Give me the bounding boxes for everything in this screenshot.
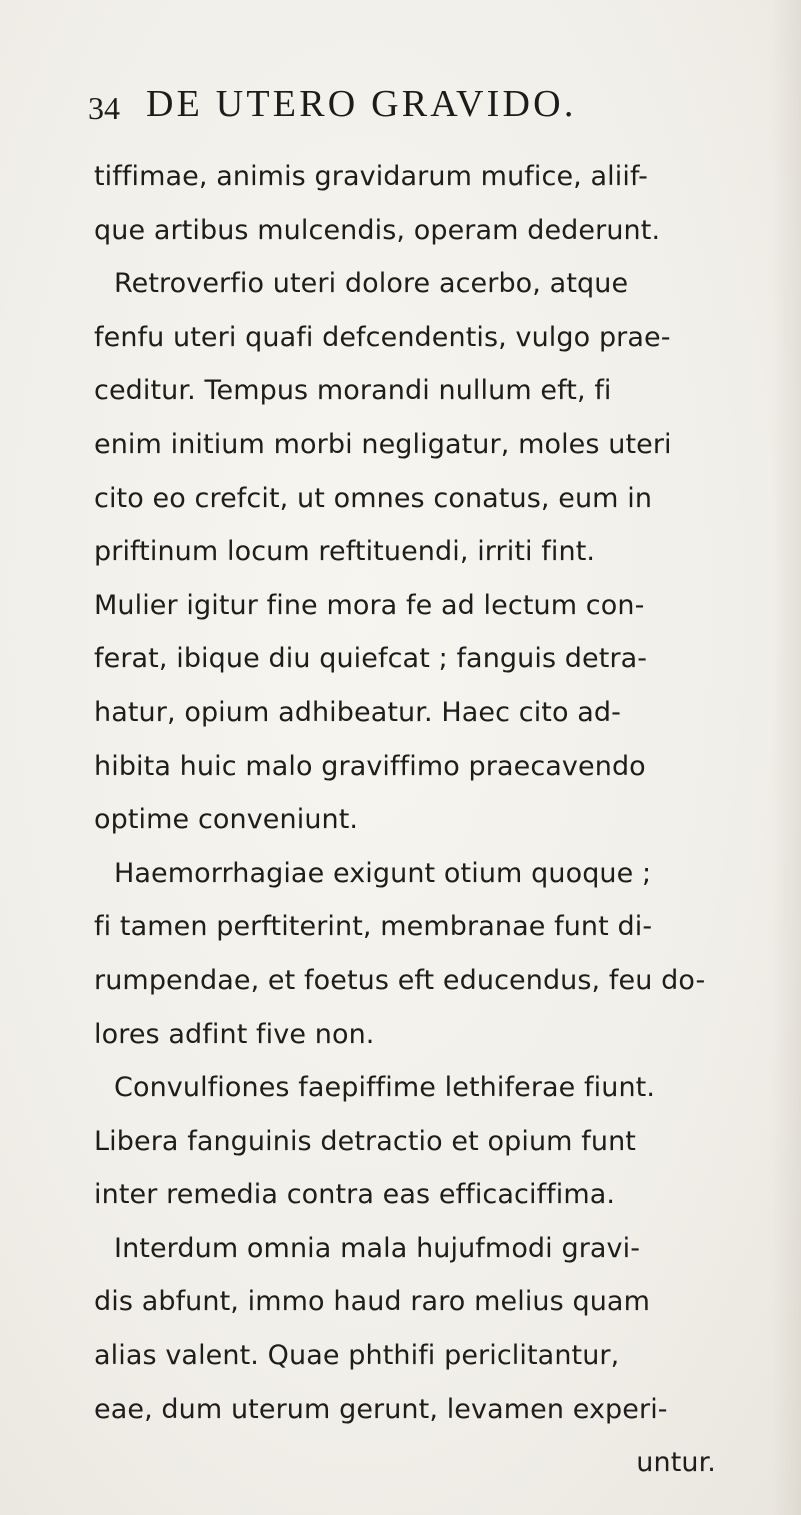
text-line: fenfu uteri quafi defcendentis, vulgo prae- — [94, 321, 671, 353]
text-line: inter remedia contra eas efficaciffima. — [94, 1179, 616, 1211]
text-line: cito eo crefcit, ut omnes conatus, eum in — [94, 482, 653, 514]
paragraph-start-line: Retroverfio uteri dolore acerbo, atque — [114, 268, 629, 300]
text-line: que artibus mulcendis, operam dederunt. — [94, 214, 661, 246]
text-line: Mulier igitur fine mora fe ad lectum con- — [94, 589, 645, 621]
running-title: DE UTERO GRAVIDO. — [146, 83, 577, 125]
text-line: hatur, opium adhibeatur. Haec cito ad- — [94, 696, 622, 728]
text-line: rumpendae, et foetus eft educendus, feu do- — [94, 964, 706, 996]
paragraph-start-line: Haemorrhagiae exigunt otium quoque ; — [114, 857, 652, 889]
text-line: tiffimae, animis gravidarum mufice, aliif- — [94, 161, 648, 192]
text-line: priftinum locum reftituendi, irriti fint. — [94, 536, 596, 568]
text-line: optime conveniunt. — [94, 804, 359, 836]
text-line: ferat, ibique diu quiefcat ; fanguis detra- — [94, 643, 648, 675]
text-line: alias valent. Quae phthifi periclitantur, — [94, 1340, 620, 1372]
text-line: eae, dum uterum gerunt, levamen experi- — [94, 1393, 668, 1425]
text-line-final: untur. — [636, 1447, 716, 1479]
page-header — [88, 68, 708, 128]
text-line: enim initium morbi negligatur, moles uteri — [94, 428, 672, 460]
text-line: lores adfint five non. — [94, 1018, 375, 1050]
paragraph-start-line: Interdum omnia mala hujufmodi gravi- — [114, 1232, 641, 1264]
page-edge-shadow — [771, 0, 801, 1515]
text-line: Libera fanguinis detractio et opium funt — [94, 1125, 636, 1157]
text-line: dis abfunt, immo haud raro melius quam — [94, 1286, 650, 1318]
text-line: fi tamen perftiterint, membranae funt di- — [94, 911, 653, 943]
paragraph-start-line: Convulfiones faepiffime lethiferae fiunt. — [114, 1072, 656, 1104]
text-line: hibita huic malo graviffimo praecavendo — [94, 750, 646, 782]
text-line: ceditur. Tempus morandi nullum eft, fi — [94, 375, 612, 407]
body-text — [94, 150, 734, 1490]
page-number: 34 — [88, 90, 120, 126]
